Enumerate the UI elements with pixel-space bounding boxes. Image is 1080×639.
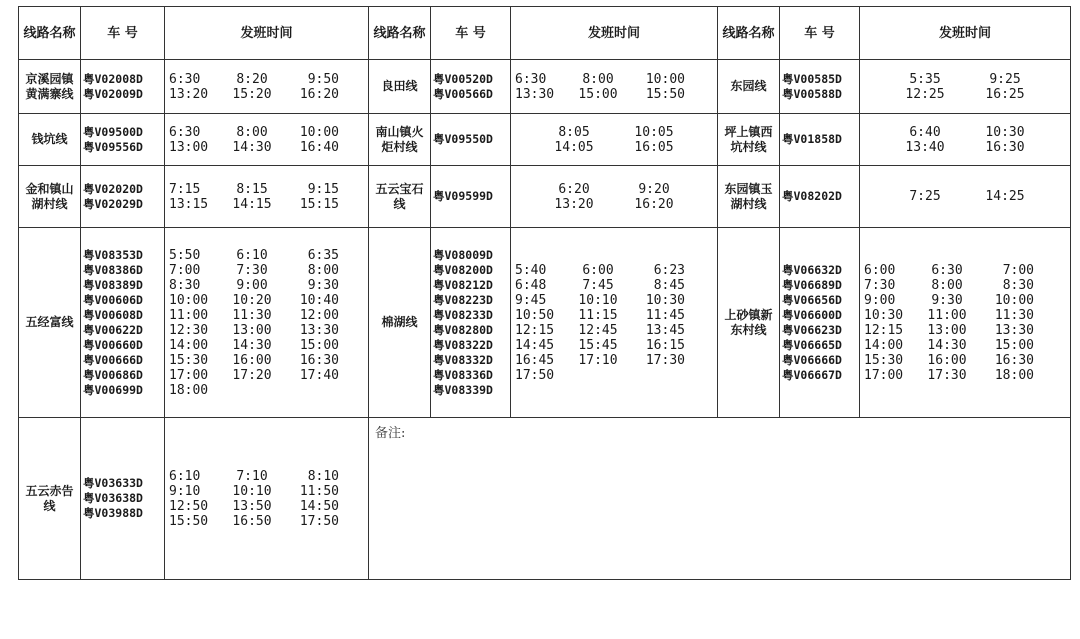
time-row <box>165 140 368 155</box>
departure-times <box>165 114 369 166</box>
schedule-row <box>19 228 1071 418</box>
bus-number: 粤V06632D <box>782 262 842 277</box>
bus-number: 粤V06665D <box>782 337 842 352</box>
departure-times <box>165 228 369 418</box>
departure-time: 6:30 <box>515 71 547 87</box>
departure-time: 7:00 <box>1002 262 1034 278</box>
departure-time: 12:50 <box>169 498 209 514</box>
bus-number: 粤V00566D <box>433 86 493 101</box>
departure-time: 15:00 <box>578 86 618 102</box>
bus-number: 粤V02029D <box>83 196 143 211</box>
departure-time: 12:15 <box>515 322 555 338</box>
departure-time: 17:10 <box>578 352 618 368</box>
time-row <box>165 484 368 499</box>
bus-number: 粤V08009D <box>433 247 493 262</box>
time-row <box>165 308 368 323</box>
departure-time: 10:00 <box>645 71 685 87</box>
schedule-row <box>19 114 1071 166</box>
departure-time: 10:30 <box>985 124 1025 140</box>
bus-number: 粤V00699D <box>83 382 143 397</box>
departure-time: 11:15 <box>578 307 618 323</box>
bus-number: 粤V08223D <box>433 292 493 307</box>
departure-time: 10:05 <box>634 124 674 140</box>
time-row <box>860 293 1070 308</box>
bus-numbers <box>780 114 860 166</box>
departure-time: 14:30 <box>232 139 272 155</box>
departure-time: 16:40 <box>299 139 339 155</box>
departure-time: 9:45 <box>515 292 547 308</box>
departure-time: 14:30 <box>232 337 272 353</box>
departure-time: 6:23 <box>653 262 685 278</box>
departure-time: 7:25 <box>909 189 941 204</box>
bus-number: 粤V06689D <box>782 277 842 292</box>
departure-time: 6:10 <box>169 468 201 484</box>
time-row <box>860 338 1070 353</box>
departure-time: 17:20 <box>232 367 272 383</box>
bus-number: 粤V06656D <box>782 292 842 307</box>
departure-time: 11:00 <box>169 307 209 323</box>
bus-numbers <box>780 228 860 418</box>
departure-time: 14:00 <box>864 337 904 353</box>
time-row <box>511 323 717 338</box>
departure-time: 7:10 <box>236 468 268 484</box>
departure-time: 7:30 <box>864 277 896 293</box>
departure-time: 18:00 <box>994 367 1034 383</box>
time-row <box>165 514 368 529</box>
route-name: 上砂镇新东村线 <box>718 228 780 418</box>
bus-numbers <box>431 114 511 166</box>
departure-time: 6:48 <box>515 277 547 293</box>
header-row <box>19 7 1071 60</box>
departure-time: 7:30 <box>236 262 268 278</box>
departure-time: 15:45 <box>578 337 618 353</box>
departure-time: 10:20 <box>232 292 272 308</box>
time-row <box>860 87 1070 102</box>
departure-time: 8:00 <box>582 71 614 87</box>
departure-times <box>165 60 369 114</box>
departure-time: 14:50 <box>299 498 339 514</box>
departure-time: 17:30 <box>645 352 685 368</box>
time-row <box>860 263 1070 278</box>
departure-time: 18:00 <box>169 382 209 398</box>
time-row <box>165 197 368 212</box>
departure-time: 9:00 <box>236 277 268 293</box>
departure-time: 13:45 <box>645 322 685 338</box>
bus-numbers <box>431 166 511 228</box>
departure-time: 15:30 <box>864 352 904 368</box>
departure-time: 9:25 <box>989 71 1021 87</box>
departure-time: 8:30 <box>169 277 201 293</box>
time-row <box>165 338 368 353</box>
time-row <box>165 368 368 383</box>
time-row <box>511 125 717 140</box>
departure-time: 8:15 <box>236 181 268 197</box>
bus-number: 粤V00686D <box>83 367 143 382</box>
route-name: 金和镇山湖村线 <box>19 166 81 228</box>
bus-number: 粤V02008D <box>83 71 143 86</box>
departure-time: 8:05 <box>558 124 590 140</box>
time-row <box>860 353 1070 368</box>
time-row <box>860 72 1070 87</box>
departure-time: 13:40 <box>905 139 945 155</box>
departure-time: 15:50 <box>169 513 209 529</box>
departure-times <box>860 60 1071 114</box>
bus-number: 粤V09556D <box>83 139 143 154</box>
bus-numbers <box>81 60 165 114</box>
time-row <box>511 197 717 212</box>
header-bus: 车 号 <box>81 7 165 60</box>
route-name: 东园线 <box>718 60 780 114</box>
header-bus: 车 号 <box>780 7 860 60</box>
bus-number: 粤V03633D <box>83 476 143 490</box>
bus-number: 粤V09500D <box>83 124 143 139</box>
departure-time: 15:50 <box>645 86 685 102</box>
bus-numbers <box>431 228 511 418</box>
time-row <box>860 189 1070 204</box>
departure-time: 11:45 <box>645 307 685 323</box>
departure-time: 17:50 <box>299 513 339 529</box>
bus-number: 粤V00588D <box>782 86 842 101</box>
departure-time: 8:45 <box>653 277 685 293</box>
time-row <box>860 323 1070 338</box>
time-row <box>165 125 368 140</box>
departure-time: 17:50 <box>515 367 555 383</box>
bus-number: 粤V08389D <box>83 277 143 292</box>
departure-time: 16:45 <box>515 352 555 368</box>
departure-time: 15:15 <box>299 196 339 212</box>
departure-time: 6:40 <box>909 124 941 140</box>
departure-time: 13:00 <box>927 322 967 338</box>
bus-numbers <box>81 166 165 228</box>
time-row <box>511 140 717 155</box>
time-row <box>165 469 368 484</box>
bus-number: 粤V08233D <box>433 307 493 322</box>
header-bus: 车 号 <box>431 7 511 60</box>
bus-number: 粤V08202D <box>782 189 842 203</box>
bus-number: 粤V09599D <box>433 189 493 203</box>
time-row <box>511 87 717 102</box>
departure-time: 17:00 <box>169 367 209 383</box>
schedule-table <box>18 6 1071 580</box>
departure-time: 13:30 <box>299 322 339 338</box>
time-row <box>165 353 368 368</box>
time-row <box>165 182 368 197</box>
bus-number: 粤V00606D <box>83 292 143 307</box>
departure-time: 10:00 <box>299 124 339 140</box>
departure-time: 9:20 <box>638 181 670 197</box>
bus-number: 粤V00660D <box>83 337 143 352</box>
departure-time: 14:30 <box>927 337 967 353</box>
route-name: 五经富线 <box>19 228 81 418</box>
departure-time: 16:30 <box>994 352 1034 368</box>
bus-number: 粤V06600D <box>782 307 842 322</box>
departure-time: 6:30 <box>931 262 963 278</box>
departure-time: 16:15 <box>645 337 685 353</box>
departure-time: 9:30 <box>931 292 963 308</box>
departure-time: 14:15 <box>232 196 272 212</box>
bus-number: 粤V08386D <box>83 262 143 277</box>
departure-time: 10:40 <box>299 292 339 308</box>
departure-time: 7:00 <box>169 262 201 278</box>
departure-time: 12:15 <box>864 322 904 338</box>
departure-time: 12:30 <box>169 322 209 338</box>
bus-numbers <box>81 114 165 166</box>
departure-time: 6:00 <box>582 262 614 278</box>
bus-number: 粤V00622D <box>83 322 143 337</box>
time-row <box>860 140 1070 155</box>
departure-time: 6:30 <box>169 124 201 140</box>
departure-time: 10:10 <box>232 483 272 499</box>
departure-time: 13:20 <box>169 86 209 102</box>
notes-cell: 备注: <box>369 418 1071 580</box>
bus-schedule-sheet <box>18 6 1070 630</box>
time-row <box>511 293 717 308</box>
departure-time: 9:30 <box>307 277 339 293</box>
time-row <box>860 278 1070 293</box>
schedule-row <box>19 60 1071 114</box>
time-row <box>165 72 368 87</box>
departure-time: 10:30 <box>645 292 685 308</box>
route-name: 五云赤告线 <box>19 418 81 580</box>
departure-time: 9:50 <box>307 71 339 87</box>
route-name: 五云宝石线 <box>369 166 431 228</box>
bus-number: 粤V09550D <box>433 132 493 146</box>
departure-time: 11:00 <box>927 307 967 323</box>
departure-time: 9:10 <box>169 483 201 499</box>
departure-time: 9:15 <box>307 181 339 197</box>
departure-time: 14:05 <box>554 139 594 155</box>
bus-number: 粤V00520D <box>433 71 493 86</box>
departure-time: 6:20 <box>558 181 590 197</box>
time-row <box>511 278 717 293</box>
header-route: 线路名称 <box>369 7 431 60</box>
departure-times <box>860 114 1071 166</box>
departure-times <box>860 228 1071 418</box>
bus-number: 粤V03988D <box>83 506 143 520</box>
route-name: 京溪园镇黄满寨线 <box>19 60 81 114</box>
departure-time: 8:10 <box>307 468 339 484</box>
departure-time: 16:30 <box>299 352 339 368</box>
departure-time: 13:00 <box>232 322 272 338</box>
departure-time: 16:05 <box>634 139 674 155</box>
route-name: 坪上镇西坑村线 <box>718 114 780 166</box>
bus-number: 粤V08200D <box>433 262 493 277</box>
departure-time: 10:00 <box>994 292 1034 308</box>
departure-time: 11:50 <box>299 483 339 499</box>
time-row <box>165 87 368 102</box>
departure-time: 6:10 <box>236 247 268 263</box>
departure-time: 12:00 <box>299 307 339 323</box>
departure-time: 12:25 <box>905 86 945 102</box>
header-route: 线路名称 <box>19 7 81 60</box>
time-row <box>511 182 717 197</box>
header-times: 发班时间 <box>165 7 369 60</box>
schedule-row <box>19 418 1071 580</box>
route-name: 东园镇玉湖村线 <box>718 166 780 228</box>
departure-time: 8:20 <box>236 71 268 87</box>
departure-time: 6:35 <box>307 247 339 263</box>
departure-times <box>511 60 718 114</box>
time-row <box>511 308 717 323</box>
bus-number: 粤V02020D <box>83 181 143 196</box>
bus-number: 粤V08336D <box>433 367 493 382</box>
departure-times <box>511 166 718 228</box>
departure-time: 5:40 <box>515 262 547 278</box>
departure-time: 15:20 <box>232 86 272 102</box>
schedule-row <box>19 166 1071 228</box>
time-row <box>511 263 717 278</box>
departure-time: 11:30 <box>232 307 272 323</box>
time-row <box>165 323 368 338</box>
bus-number: 粤V08280D <box>433 322 493 337</box>
departure-time: 15:30 <box>169 352 209 368</box>
departure-time: 6:30 <box>169 71 201 87</box>
departure-time: 5:35 <box>909 71 941 87</box>
bus-numbers <box>780 166 860 228</box>
departure-time: 16:00 <box>927 352 967 368</box>
bus-number: 粤V08332D <box>433 352 493 367</box>
bus-numbers <box>81 418 165 580</box>
departure-time: 16:25 <box>985 86 1025 102</box>
bus-number: 粤V08322D <box>433 337 493 352</box>
departure-time: 17:30 <box>927 367 967 383</box>
departure-time: 8:00 <box>307 262 339 278</box>
departure-time: 15:00 <box>299 337 339 353</box>
departure-time: 16:50 <box>232 513 272 529</box>
departure-time: 17:00 <box>864 367 904 383</box>
time-row <box>165 263 368 278</box>
departure-time: 13:30 <box>515 86 555 102</box>
time-row <box>511 338 717 353</box>
bus-number: 粤V08212D <box>433 277 493 292</box>
departure-times <box>165 418 369 580</box>
time-row <box>511 368 717 383</box>
header-times: 发班时间 <box>511 7 718 60</box>
departure-time: 13:20 <box>554 196 594 212</box>
departure-times <box>511 114 718 166</box>
departure-time: 15:00 <box>994 337 1034 353</box>
departure-time: 8:00 <box>236 124 268 140</box>
bus-numbers <box>780 60 860 114</box>
departure-times <box>511 228 718 418</box>
departure-time: 16:00 <box>232 352 272 368</box>
departure-time: 5:50 <box>169 247 201 263</box>
time-row <box>860 368 1070 383</box>
bus-number: 粤V03638D <box>83 491 143 505</box>
time-row <box>860 308 1070 323</box>
time-row <box>165 248 368 263</box>
departure-time: 13:50 <box>232 498 272 514</box>
departure-time: 7:15 <box>169 181 201 197</box>
departure-time: 10:50 <box>515 307 555 323</box>
bus-number: 粤V01858D <box>782 132 842 146</box>
header-route: 线路名称 <box>718 7 780 60</box>
time-row <box>511 72 717 87</box>
departure-time: 13:00 <box>169 139 209 155</box>
time-row <box>511 353 717 368</box>
departure-time: 10:00 <box>169 292 209 308</box>
bus-number: 粤V08339D <box>433 382 493 397</box>
departure-time: 14:00 <box>169 337 209 353</box>
route-name: 良田线 <box>369 60 431 114</box>
bus-numbers <box>81 228 165 418</box>
time-row <box>165 293 368 308</box>
route-name: 南山镇火炬村线 <box>369 114 431 166</box>
departure-time: 8:30 <box>1002 277 1034 293</box>
departure-time: 17:40 <box>299 367 339 383</box>
bus-number: 粤V00608D <box>83 307 143 322</box>
departure-time: 12:45 <box>578 322 618 338</box>
departure-time: 16:20 <box>634 196 674 212</box>
departure-time: 6:00 <box>864 262 896 278</box>
bus-numbers <box>431 60 511 114</box>
departure-time: 10:10 <box>578 292 618 308</box>
bus-number: 粤V00666D <box>83 352 143 367</box>
bus-number: 粤V06666D <box>782 352 842 367</box>
departure-time: 16:30 <box>985 139 1025 155</box>
departure-time: 13:15 <box>169 196 209 212</box>
bus-number: 粤V08353D <box>83 247 143 262</box>
header-times: 发班时间 <box>860 7 1071 60</box>
departure-time: 11:30 <box>994 307 1034 323</box>
departure-time: 10:30 <box>864 307 904 323</box>
bus-number: 粤V00585D <box>782 71 842 86</box>
route-name: 钱坑线 <box>19 114 81 166</box>
departure-time: 13:30 <box>994 322 1034 338</box>
bus-number: 粤V06667D <box>782 367 842 382</box>
time-row <box>165 278 368 293</box>
bus-number: 粤V06623D <box>782 322 842 337</box>
time-row <box>860 125 1070 140</box>
departure-times <box>165 166 369 228</box>
departure-time: 9:00 <box>864 292 896 308</box>
departure-time: 7:45 <box>582 277 614 293</box>
departure-time: 14:45 <box>515 337 555 353</box>
departure-times <box>860 166 1071 228</box>
departure-time: 8:00 <box>931 277 963 293</box>
time-row <box>165 383 368 398</box>
departure-time: 14:25 <box>985 189 1025 204</box>
bus-number: 粤V02009D <box>83 86 143 101</box>
departure-time: 16:20 <box>299 86 339 102</box>
route-name: 棉湖线 <box>369 228 431 418</box>
time-row <box>165 499 368 514</box>
